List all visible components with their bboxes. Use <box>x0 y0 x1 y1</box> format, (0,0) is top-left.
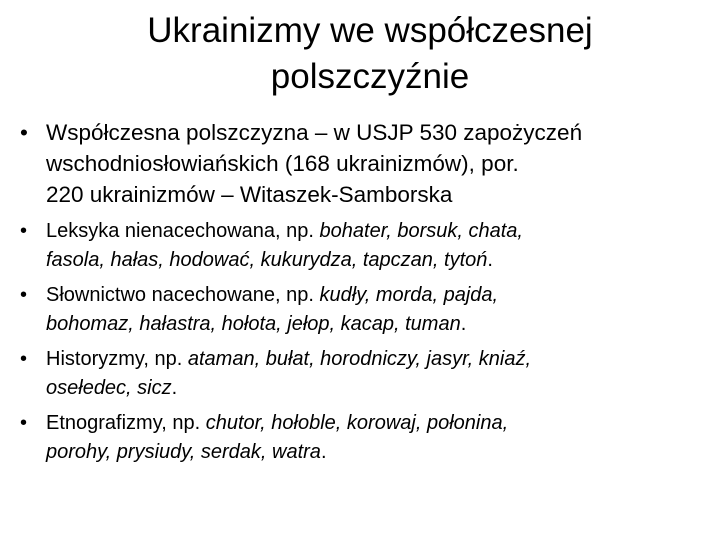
bullet-text-line <box>46 374 710 403</box>
bullet-text-line <box>46 281 710 310</box>
bullet-examples: osełedec, sicz <box>46 377 172 399</box>
bullet-prefix: Historyzmy, np. <box>46 348 188 370</box>
bullet-text-line <box>46 217 710 246</box>
bullet-suffix: . <box>487 249 493 271</box>
bullet-prefix: Etnografizmy, np. <box>46 412 206 434</box>
bullet-item-historisms <box>20 345 710 403</box>
bullet-prefix: Słownictwo nacechowane, np. <box>46 284 320 306</box>
bullet-item-marked-vocabulary <box>20 281 710 339</box>
bullet-text-line: 220 ukrainizmów – Witaszek-Samborska <box>46 182 453 207</box>
bullet-item-ethnographisms <box>20 409 710 467</box>
bullet-examples: kudły, morda, pajda, <box>319 284 499 306</box>
slide-title-line-2: polszczyźnie <box>270 57 470 96</box>
bullet-text-line <box>46 438 710 467</box>
bullet-text-line <box>46 409 710 438</box>
bullet-examples: bohomaz, hałastra, hołota, jełop, kacap, tuman <box>46 313 461 335</box>
bullet-text-line: wschodniosłowiańskich (168 ukrainizmów), por. <box>46 151 519 176</box>
bullet-list <box>20 117 710 473</box>
bullet-text-line: • Współczesna polszczyzna – w USJP 530 zapożyczeń <box>46 120 583 145</box>
bullet-prefix: Leksyka nienacechowana, np. <box>46 220 320 242</box>
bullet-suffix: . <box>320 441 327 463</box>
bullet-examples: porohy, prysiudy, serdak, watra <box>46 441 321 463</box>
bullet-examples: bohater, borsuk, chata, <box>319 220 523 242</box>
bullet-text-line <box>46 310 710 339</box>
bullet-text-line <box>46 345 710 374</box>
bullet-item-unmarked-lexis <box>20 217 710 275</box>
bullet-suffix: . <box>460 313 467 335</box>
bullet-text-line <box>46 246 710 275</box>
bullet-examples: ataman, bułat, horodniczy, jasyr, kniaź, <box>187 348 532 370</box>
slide-title <box>40 8 700 100</box>
slide-title-line-1: Ukrainizmy we współczesnej <box>147 11 593 50</box>
bullet-examples: chutor, hołoble, korowaj, połonina, <box>205 412 509 434</box>
bullet-suffix: . <box>171 377 178 399</box>
bullet-examples: fasola, hałas, hodować, kukurydza, tapczan, tytoń <box>46 249 488 271</box>
bullet-item-usjp <box>20 117 710 210</box>
